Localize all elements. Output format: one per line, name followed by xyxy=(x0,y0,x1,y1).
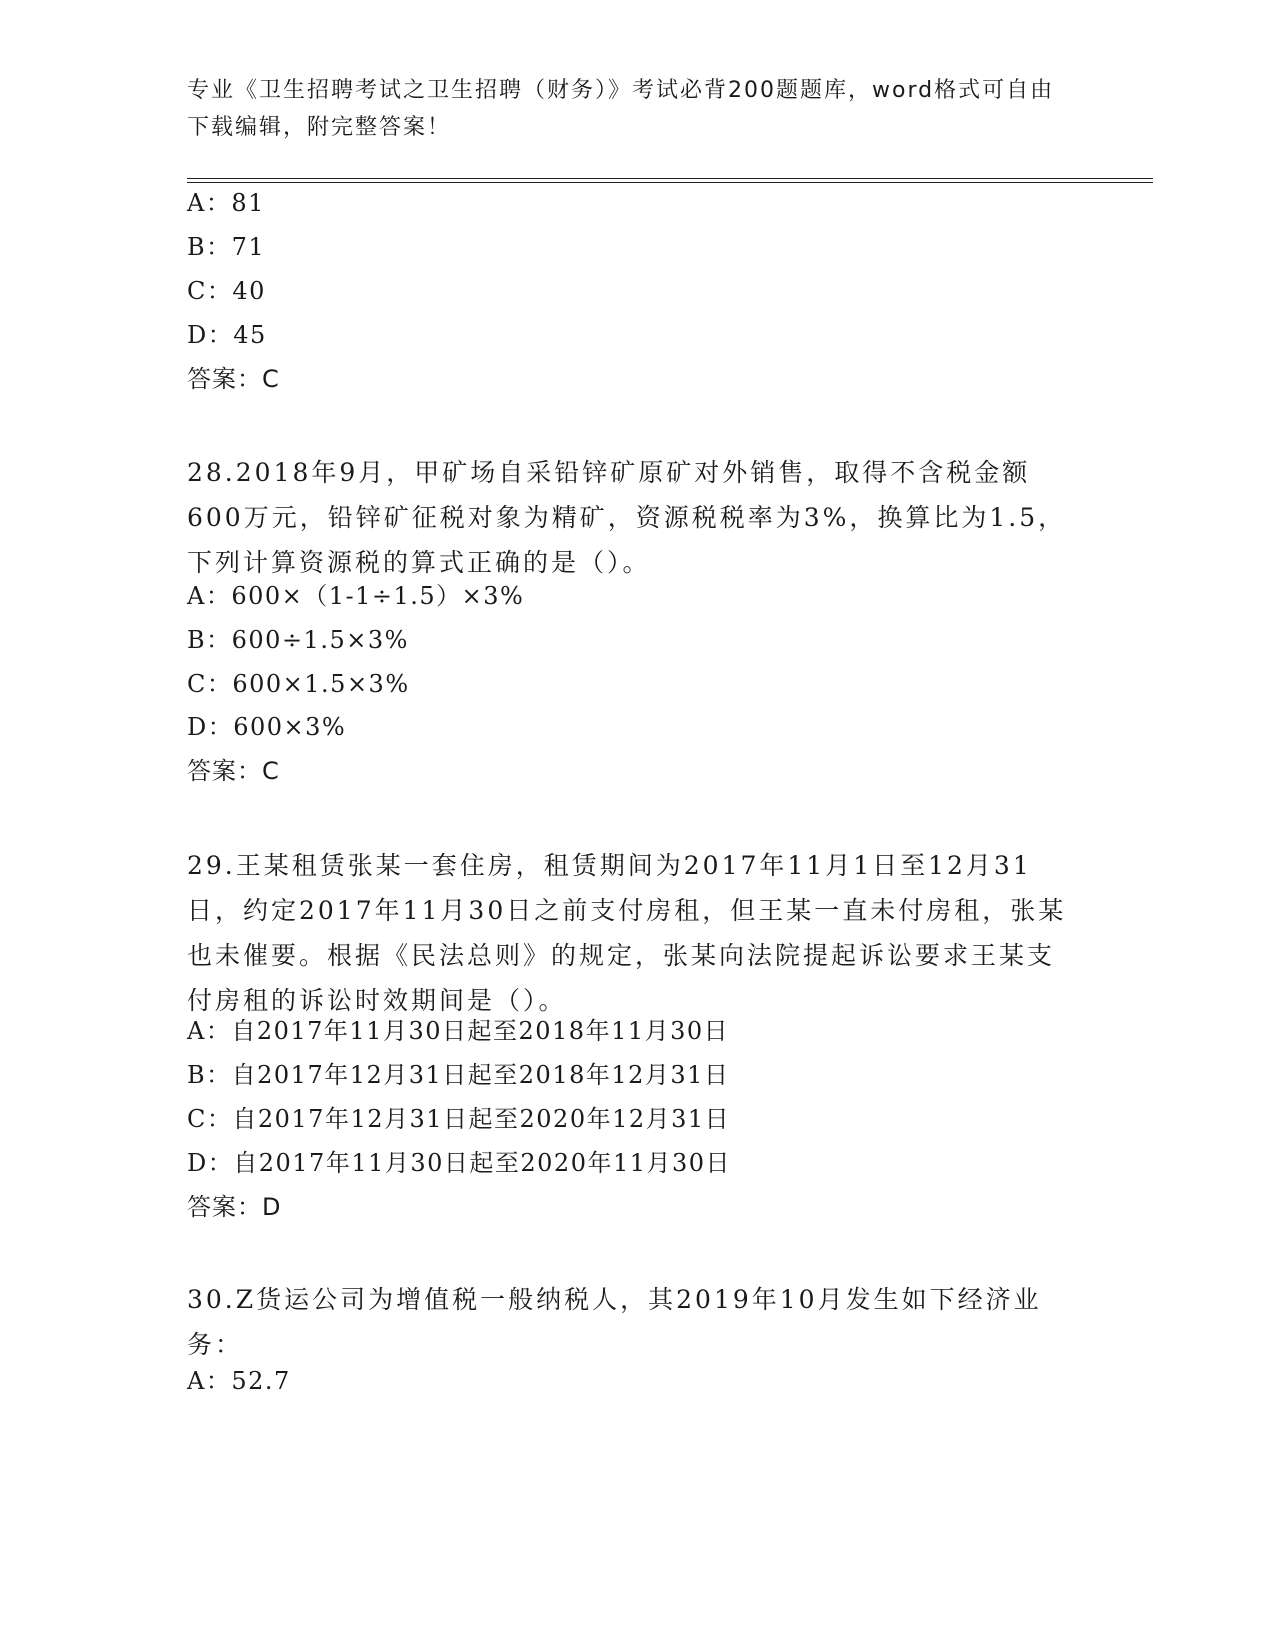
q28-option-d: D：600×3% xyxy=(187,713,347,741)
q29-option-b: B：自2017年12月31日起至2018年12月31日 xyxy=(187,1061,730,1089)
q29-answer: 答案：D xyxy=(187,1193,282,1221)
q29-option-d: D：自2017年11月30日起至2020年11月30日 xyxy=(187,1149,732,1177)
q29-option-c: C：自2017年12月31日起至2020年12月31日 xyxy=(187,1105,731,1133)
q27-option-d: D：45 xyxy=(187,321,267,349)
q28-answer: 答案：C xyxy=(187,757,280,785)
document-header: 专业《卫生招聘考试之卫生招聘（财务）》考试必背200题题库，word格式可自由下载编辑，附完整答案！ xyxy=(187,78,1055,140)
q27-answer: 答案：C xyxy=(187,365,280,393)
q29-text: 29.王某租赁张某一套住房，租赁期间为2017年11月1日至12月31日，约定2017年11月30日之前支付房租，但王某一直未付房租，张某也未催要。根据《民法总则》的规定，张某向法院提起诉讼要求王某支付房租的诉讼时效期间是（）。 xyxy=(187,851,1067,1015)
q28-text: 28.2018年9月，甲矿场自采铅锌矿原矿对外销售，取得不含税金额600万元，铅锌矿征税对象为精矿，资源税税率为3%，换算比为1.5，下列计算资源税的算式正确的是（）。 xyxy=(187,458,1067,577)
q27-option-c: C：40 xyxy=(187,277,266,305)
q29-option-a: A：自2017年11月30日起至2018年11月30日 xyxy=(187,1017,730,1045)
q27-option-a: A：81 xyxy=(187,189,265,217)
q30-option-a: A：52.7 xyxy=(187,1367,291,1395)
q28-option-b: B：600÷1.5×3% xyxy=(187,626,409,654)
q28-option-c: C：600×1.5×3% xyxy=(187,670,410,698)
q28-option-a: A：600×（1-1÷1.5）×3% xyxy=(187,582,525,610)
header-divider xyxy=(187,178,1153,179)
header-divider-second xyxy=(187,182,1153,183)
q30-text: 30.Z货运公司为增值税一般纳税人，其2019年10月发生如下经济业务： xyxy=(187,1285,1042,1359)
q27-option-b: B：71 xyxy=(187,233,266,261)
